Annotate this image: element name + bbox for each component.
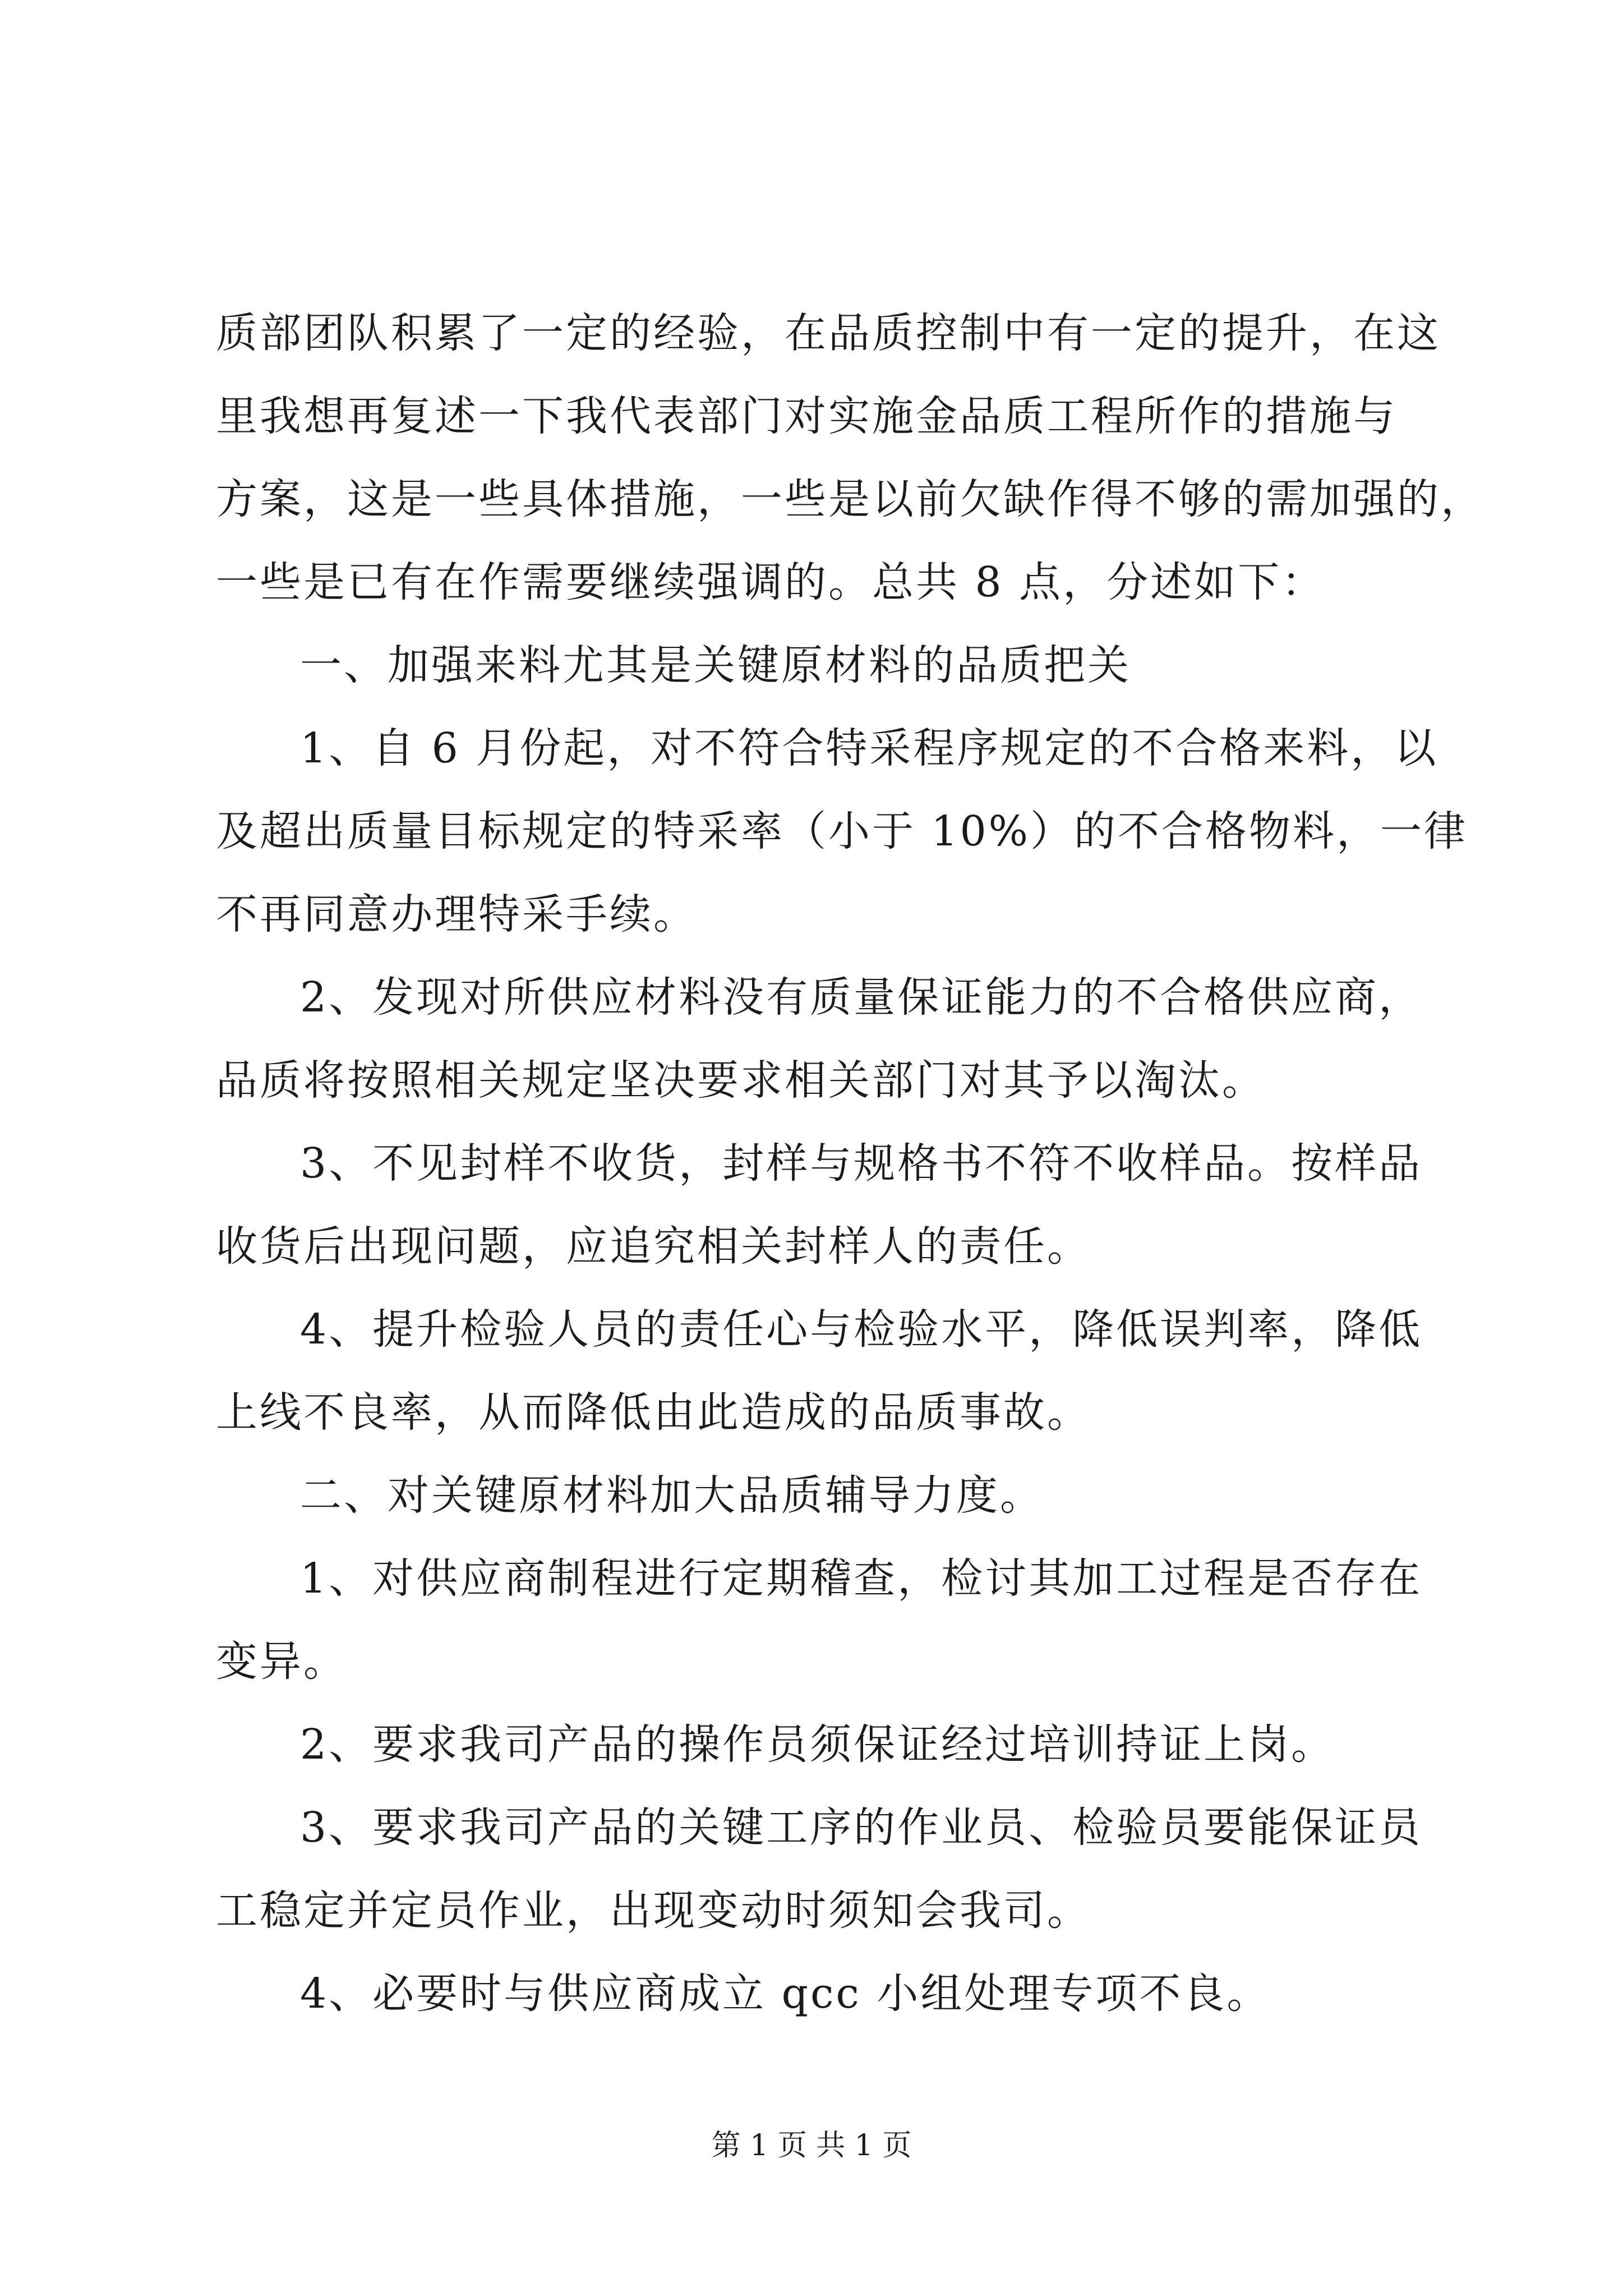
- section-heading: 二、对关键原材料加大品质辅导力度。: [300, 1471, 1044, 1520]
- list-item-line: 3、不见封样不收货，封样与规格书不符不收样品。按样品: [300, 1139, 1423, 1188]
- paragraph-line: 方案，这是一些具体措施，一些是以前欠缺作得不够的需加强的，: [216, 475, 1484, 523]
- list-item-line: 4、必要时与供应商成立 qcc 小组处理专项不良。: [300, 1970, 1271, 2018]
- section-heading: 一、加强来料尤其是关键原材料的品质把关: [300, 641, 1131, 689]
- paragraph-line: 一些是已有在作需要继续强调的。总共 8 点，分述如下：: [216, 558, 1326, 606]
- list-item-line: 1、自 6 月份起，对不符合特采程序规定的不合格来料，以: [300, 724, 1438, 772]
- list-item-line: 2、要求我司产品的操作员须保证经过培训持证上岗。: [300, 1720, 1335, 1769]
- document-body: [216, 292, 1484, 2035]
- list-item-line: 工稳定并定员作业，出现变动时须知会我司。: [216, 1887, 1091, 1935]
- list-item-line: 品质将按照相关规定坚决要求相关部门对其予以淘汰。: [216, 1056, 1266, 1105]
- page-footer: 第 1 页 共 1 页: [711, 2129, 912, 2162]
- list-item-line: 3、要求我司产品的关键工序的作业员、检验员要能保证员: [300, 1803, 1423, 1852]
- list-item-line: 变异。: [216, 1637, 347, 1686]
- list-item-line: 不再同意办理特采手续。: [216, 890, 697, 938]
- list-item-line: 及超出质量目标规定的特采率（小于 10%）的不合格物料，一律: [216, 807, 1468, 855]
- paragraph-line: 里我想再复述一下我代表部门对实施金品质工程所作的措施与: [216, 392, 1397, 440]
- list-item-line: 1、对供应商制程进行定期稽查，检讨其加工过程是否存在: [300, 1554, 1423, 1603]
- paragraph-line: 质部团队积累了一定的经验，在品质控制中有一定的提升，在这: [216, 309, 1441, 357]
- list-item-line: 2、发现对所供应材料没有质量保证能力的不合格供应商，: [300, 973, 1423, 1022]
- list-item-line: 上线不良率，从而降低由此造成的品质事故。: [216, 1388, 1091, 1437]
- list-item-line: 收货后出现问题，应追究相关封样人的责任。: [216, 1222, 1091, 1271]
- list-item-line: 4、提升检验人员的责任心与检验水平，降低误判率，降低: [300, 1305, 1423, 1354]
